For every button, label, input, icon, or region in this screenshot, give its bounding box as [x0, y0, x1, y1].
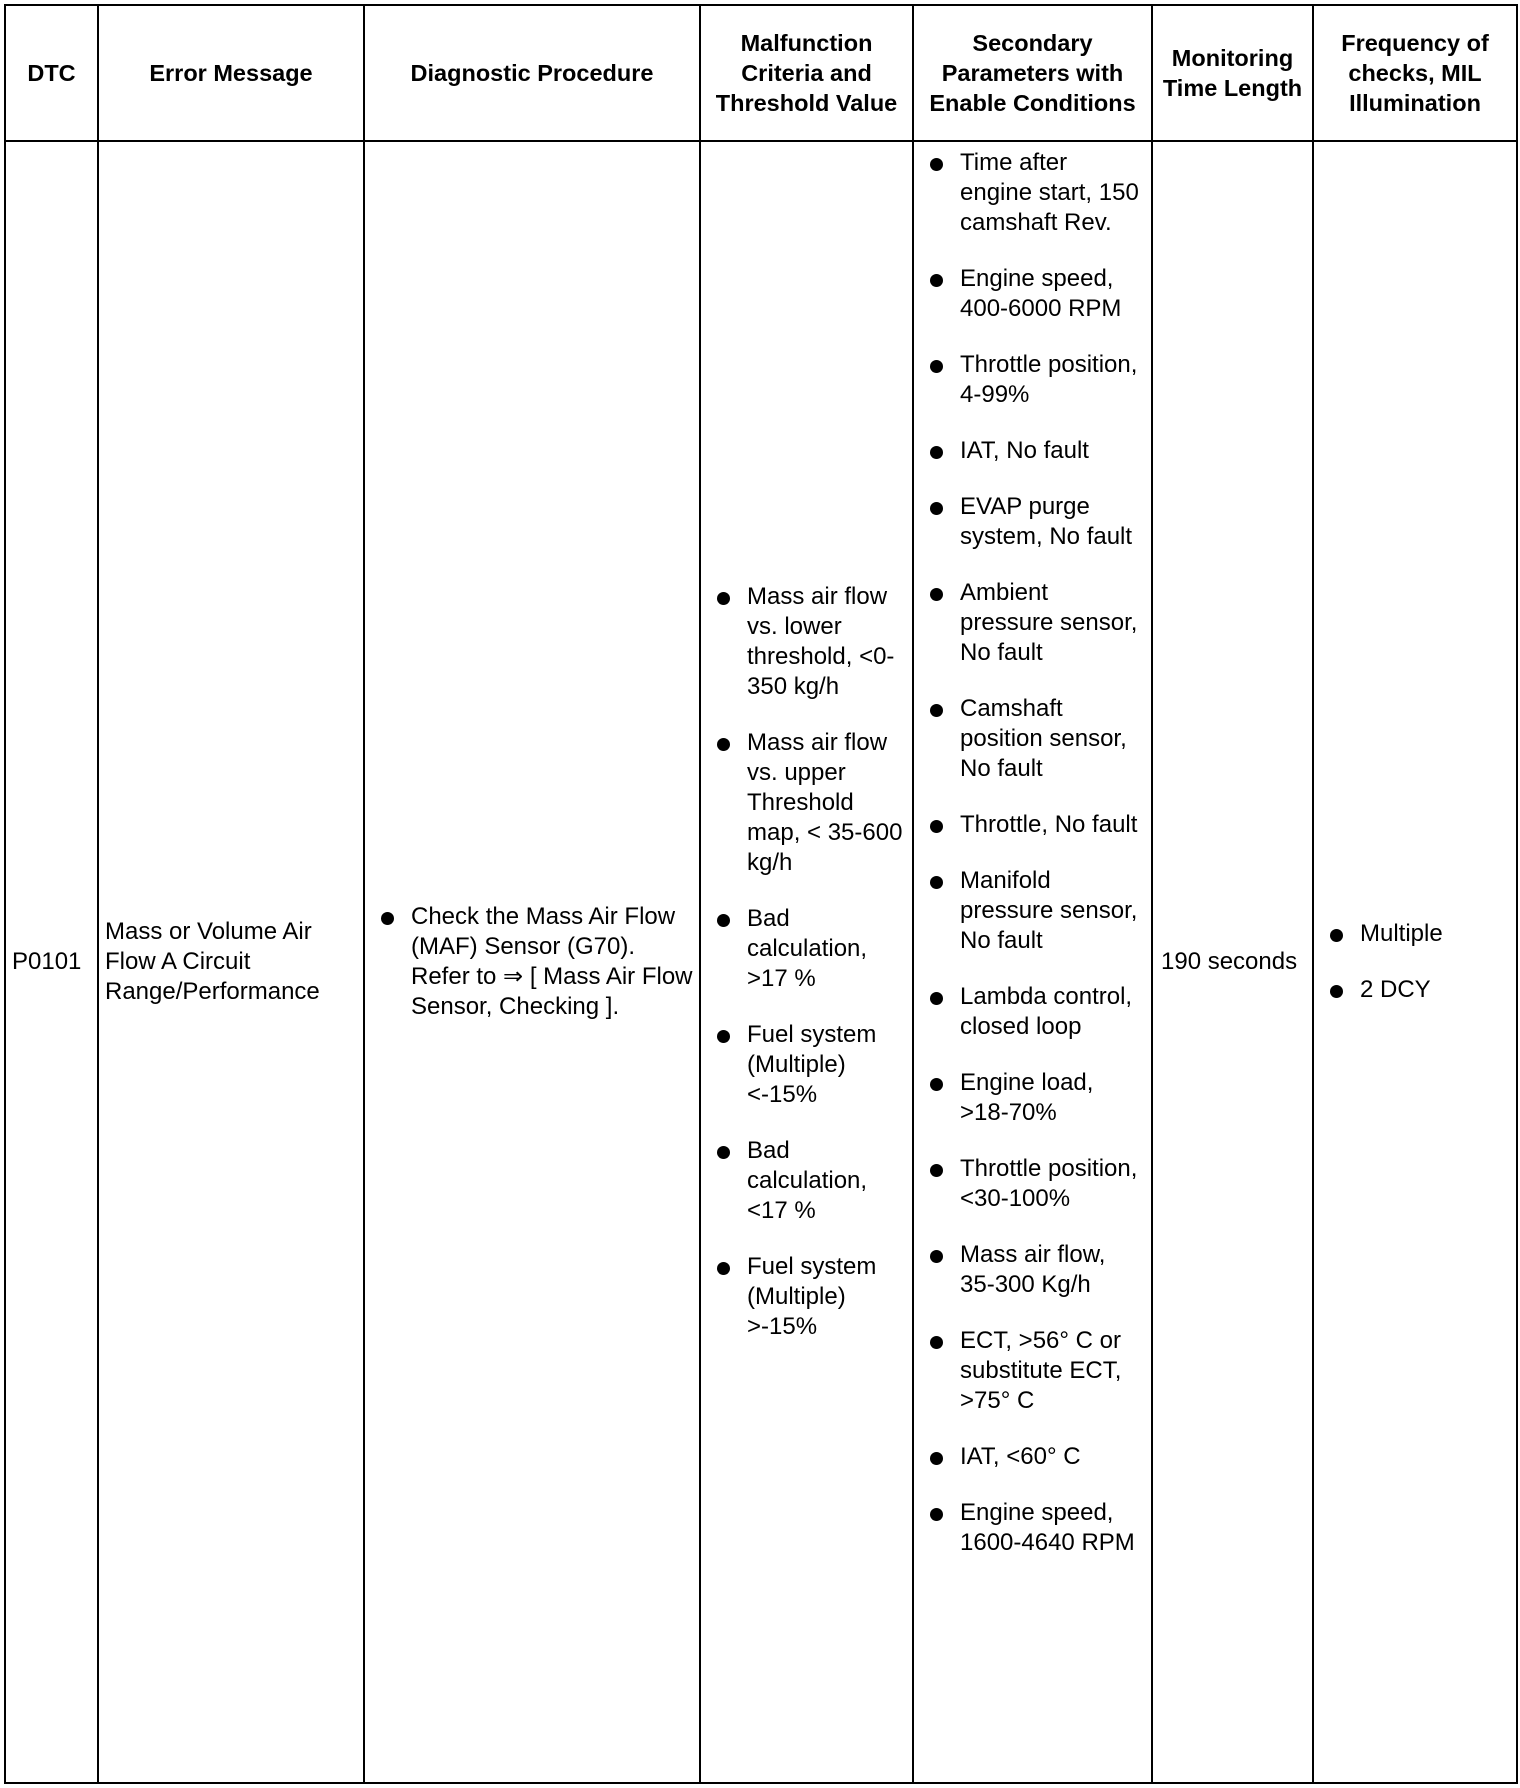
- secondary-parameter: Lambda control, closed loop: [920, 982, 1145, 1042]
- cell-secondary-parameters: [913, 141, 1152, 1783]
- diagnostic-step: Check the Mass Air Flow (MAF) Sensor (G70). Refer to ⇒ [ Mass Air Flow Sensor, Checking ].: [371, 902, 693, 1022]
- secondary-parameter: Camshaft position sensor, No fault: [920, 694, 1145, 784]
- header-diagnostic-procedure: Diagnostic Procedure: [364, 5, 700, 141]
- table-row: [5, 141, 1517, 1783]
- secondary-parameter: Throttle position, 4-99%: [920, 350, 1145, 410]
- secondary-parameter: Engine load, >18-70%: [920, 1068, 1145, 1128]
- cell-malfunction-criteria: [700, 141, 913, 1783]
- header-error-message: Error Message: [98, 5, 364, 141]
- header-dtc: DTC: [5, 5, 98, 141]
- secondary-parameter: Throttle, No fault: [920, 810, 1145, 840]
- secondary-parameter: Time after engine start, 150 camshaft Rev.: [920, 148, 1145, 238]
- header-secondary-parameters: Secondary Parameters with Enable Conditions: [913, 5, 1152, 141]
- header-malfunction-criteria: Malfunction Criteria and Threshold Value: [700, 5, 913, 141]
- secondary-parameter: Engine speed, 1600-4640 RPM: [920, 1498, 1145, 1558]
- secondary-parameter: Ambient pressure sensor, No fault: [920, 578, 1145, 668]
- secondary-parameter: Engine speed, 400-6000 RPM: [920, 264, 1145, 324]
- secondary-parameter: ECT, >56° C or substitute ECT, >75° C: [920, 1326, 1145, 1416]
- malfunction-criterion: Bad calculation, >17 %: [707, 904, 906, 994]
- header-frequency: Frequency of checks, MIL Illumination: [1313, 5, 1517, 141]
- secondary-parameter: Throttle position, <30-100%: [920, 1154, 1145, 1214]
- malfunction-criterion: Fuel system (Multiple) <-15%: [707, 1020, 906, 1110]
- cell-frequency: [1313, 141, 1517, 1783]
- frequency-item: Multiple: [1320, 919, 1510, 949]
- secondary-parameter: EVAP purge system, No fault: [920, 492, 1145, 552]
- cell-dtc: P0101: [5, 141, 98, 1783]
- secondary-parameter: IAT, <60° C: [920, 1442, 1145, 1472]
- cell-error-message: Mass or Volume Air Flow A Circuit Range/Performance: [98, 141, 364, 1783]
- malfunction-criterion: Mass air flow vs. lower threshold, <0-350 kg/h: [707, 582, 906, 702]
- malfunction-criterion: Mass air flow vs. upper Threshold map, < 35-600 kg/h: [707, 728, 906, 878]
- header-monitoring-time: Monitoring Time Length: [1152, 5, 1313, 141]
- malfunction-criterion: Fuel system (Multiple) >-15%: [707, 1252, 906, 1342]
- frequency-item: 2 DCY: [1320, 975, 1510, 1005]
- cell-monitoring-time: 190 seconds: [1152, 141, 1313, 1783]
- secondary-parameter: IAT, No fault: [920, 436, 1145, 466]
- header-row: [5, 5, 1517, 141]
- cell-diagnostic-procedure: [364, 141, 700, 1783]
- malfunction-criterion: Bad calculation, <17 %: [707, 1136, 906, 1226]
- dtc-table: [4, 4, 1518, 1784]
- secondary-parameter: Manifold pressure sensor, No fault: [920, 866, 1145, 956]
- secondary-parameter: Mass air flow, 35-300 Kg/h: [920, 1240, 1145, 1300]
